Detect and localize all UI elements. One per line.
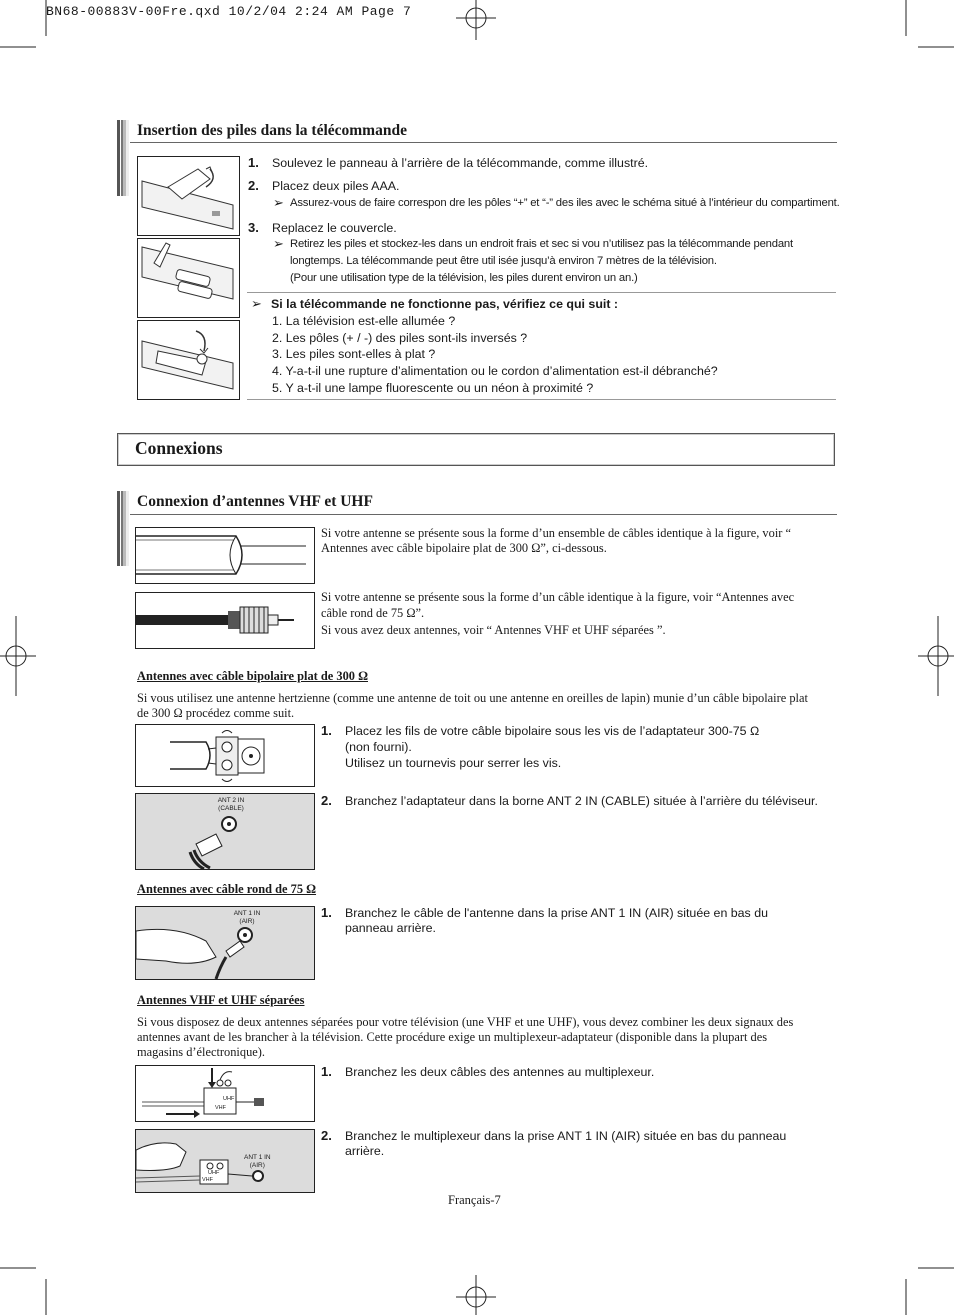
intro-text: Antennes avec câble bipolaire plat de 300 Ω”, ci-dessous. (321, 541, 607, 555)
port-label: UHF (223, 1096, 235, 1102)
step-text: Branchez l’adaptateur dans la borne ANT 2 IN (CABLE) située à l’arrière du téléviseur. (345, 794, 818, 808)
step-number: 2. (321, 793, 332, 808)
step-number: 3. (248, 220, 259, 235)
step-number: 2. (248, 178, 259, 193)
step-number: 1. (321, 905, 332, 920)
flat-cable-image (135, 527, 315, 584)
port-label: ANT 1 IN (233, 910, 261, 917)
check-item: 4. Y-a-t-il une rupture d’alimentation ou le cordon d’alimentation est-il débranché? (272, 364, 718, 378)
description: Si vous utilisez une antenne hertzienne (comme une antenne de toit ou une antenne en oreilles de lapin) munie d’un câble bipolaire plat (137, 691, 808, 705)
step-text: Utilisez un tournevis pour serrer les vis. (345, 756, 562, 770)
port-label: (CABLE) (218, 805, 244, 812)
check-item: 3. Les piles sont-elles à plat ? (272, 347, 436, 361)
port-label: ANT 1 IN (244, 1154, 271, 1161)
connexions-title: Connexions (135, 438, 223, 458)
section-title-antennes: Connexion d’antennes VHF et UHF (137, 493, 373, 510)
description: magasins d’électronique). (137, 1045, 265, 1059)
divider (247, 399, 836, 400)
step-text: (non fourni). (345, 740, 412, 754)
section-rule (130, 142, 837, 143)
check-item: 1. La télévision est-elle allumée ? (272, 314, 456, 328)
section-title-piles: Insertion des piles dans la télécommande (137, 122, 407, 139)
divider (247, 292, 836, 293)
subsection-title-rond: Antennes avec câble rond de 75 Ω (137, 882, 317, 896)
connexions-banner (117, 433, 835, 466)
intro-text: Si votre antenne se présente sous la forme d’un câble identique à la figure, voir “Antennes avec (321, 590, 795, 604)
multiplexer-image (135, 1065, 315, 1122)
note-text: (Pour une utilisation type de la télévision, les piles durent environ un an.) (290, 272, 638, 284)
step-text: Branchez les deux câbles des antennes au multiplexeur. (345, 1065, 655, 1079)
section-bar (117, 120, 129, 196)
description: de 300 Ω procédez comme suit. (137, 706, 295, 720)
check-item: 2. Les pôles (+ / -) des piles sont-ils inversés ? (272, 331, 528, 345)
ant1-connection-image (135, 906, 315, 980)
subsection-title-separees: Antennes VHF et UHF séparées (137, 993, 305, 1007)
note-arrow-icon: ➢ (273, 195, 284, 210)
round-cable-image (135, 592, 315, 649)
step-text: Replacez le couvercle. (272, 221, 397, 235)
intro-text: câble rond de 75 Ω”. (321, 606, 425, 620)
step-text: Placez deux piles AAA. (272, 179, 400, 193)
page-number: Français-7 (448, 1193, 501, 1207)
port-label: VHF (215, 1105, 226, 1111)
note-arrow-icon: ➢ (251, 296, 262, 311)
description: antennes avant de les brancher à la télévision. Cette procédure exige un multiplexeur-adaptateur (disponible dans la plupart des (137, 1030, 768, 1044)
note-arrow-icon: ➢ (273, 236, 284, 251)
file-header: BN68-00883V-00Fre.qxd 10/2/04 2:24 AM Page 7 (46, 4, 412, 19)
check-title: Si la télécommande ne fonctionne pas, vérifiez ce qui suit : (271, 297, 619, 311)
subsection-title-bipolaire: Antennes avec câble bipolaire plat de 300 Ω (137, 669, 368, 683)
remote-image-open-cover (137, 156, 240, 236)
step-text: Placez les fils de votre câble bipolaire sous les vis de l’adaptateur 300-75 Ω (345, 724, 760, 738)
adapter-image (135, 724, 315, 787)
remote-image-close-cover (137, 320, 240, 400)
intro-text: Si votre antenne se présente sous la forme d’un ensemble de câbles identique à la figure, voir “ (321, 526, 791, 540)
section-rule (130, 514, 837, 515)
ant2-connection-image (135, 793, 315, 870)
step-text: Branchez le câble de l'antenne dans la prise ANT 1 IN (AIR) située en bas du (345, 906, 768, 920)
step-text: Soulevez le panneau à l’arrière de la télécommande, comme illustré. (272, 156, 649, 170)
step-number: 1. (321, 1064, 332, 1079)
note-text: Assurez-vous de faire correspon dre les pôles “+” et “-” des iles avec le schéma situé à l’intérieur du compartiment. (290, 197, 840, 209)
remote-image-batteries (137, 238, 240, 318)
step-number: 2. (321, 1128, 332, 1143)
note-text: longtemps. La télécommande peut être util isée jusqu’à environ 7 mètres de la télévision. (290, 255, 717, 267)
step-text: panneau arrière. (345, 921, 436, 935)
step-text: Branchez le multiplexeur dans la prise ANT 1 IN (AIR) située en bas du panneau (345, 1129, 787, 1143)
port-label: (AIR) (239, 918, 255, 925)
multiplexer-ant1-image (135, 1129, 315, 1193)
description: Si vous disposez de deux antennes séparées pour votre télévision (une VHF et une UHF), vous devez combiner les deux signaux des (137, 1015, 794, 1029)
port-label: (AIR) (249, 1162, 265, 1169)
section-bar (117, 491, 129, 566)
check-item: 5. Y a-t-il une lampe fluorescente ou un néon à proximité ? (272, 381, 594, 395)
intro-text: Si vous avez deux antennes, voir “ Antennes VHF et UHF séparées ”. (321, 623, 666, 637)
note-text: Retirez les piles et stockez-les dans un endroit frais et sec si vou n’utilisez pas la télécommande pendant (290, 238, 793, 250)
port-label: UHF (208, 1170, 220, 1176)
step-number: 1. (248, 155, 259, 170)
port-label: ANT 2 IN (217, 797, 245, 804)
step-number: 1. (321, 723, 332, 738)
port-label: VHF (202, 1177, 213, 1183)
step-text: arrière. (345, 1144, 385, 1158)
